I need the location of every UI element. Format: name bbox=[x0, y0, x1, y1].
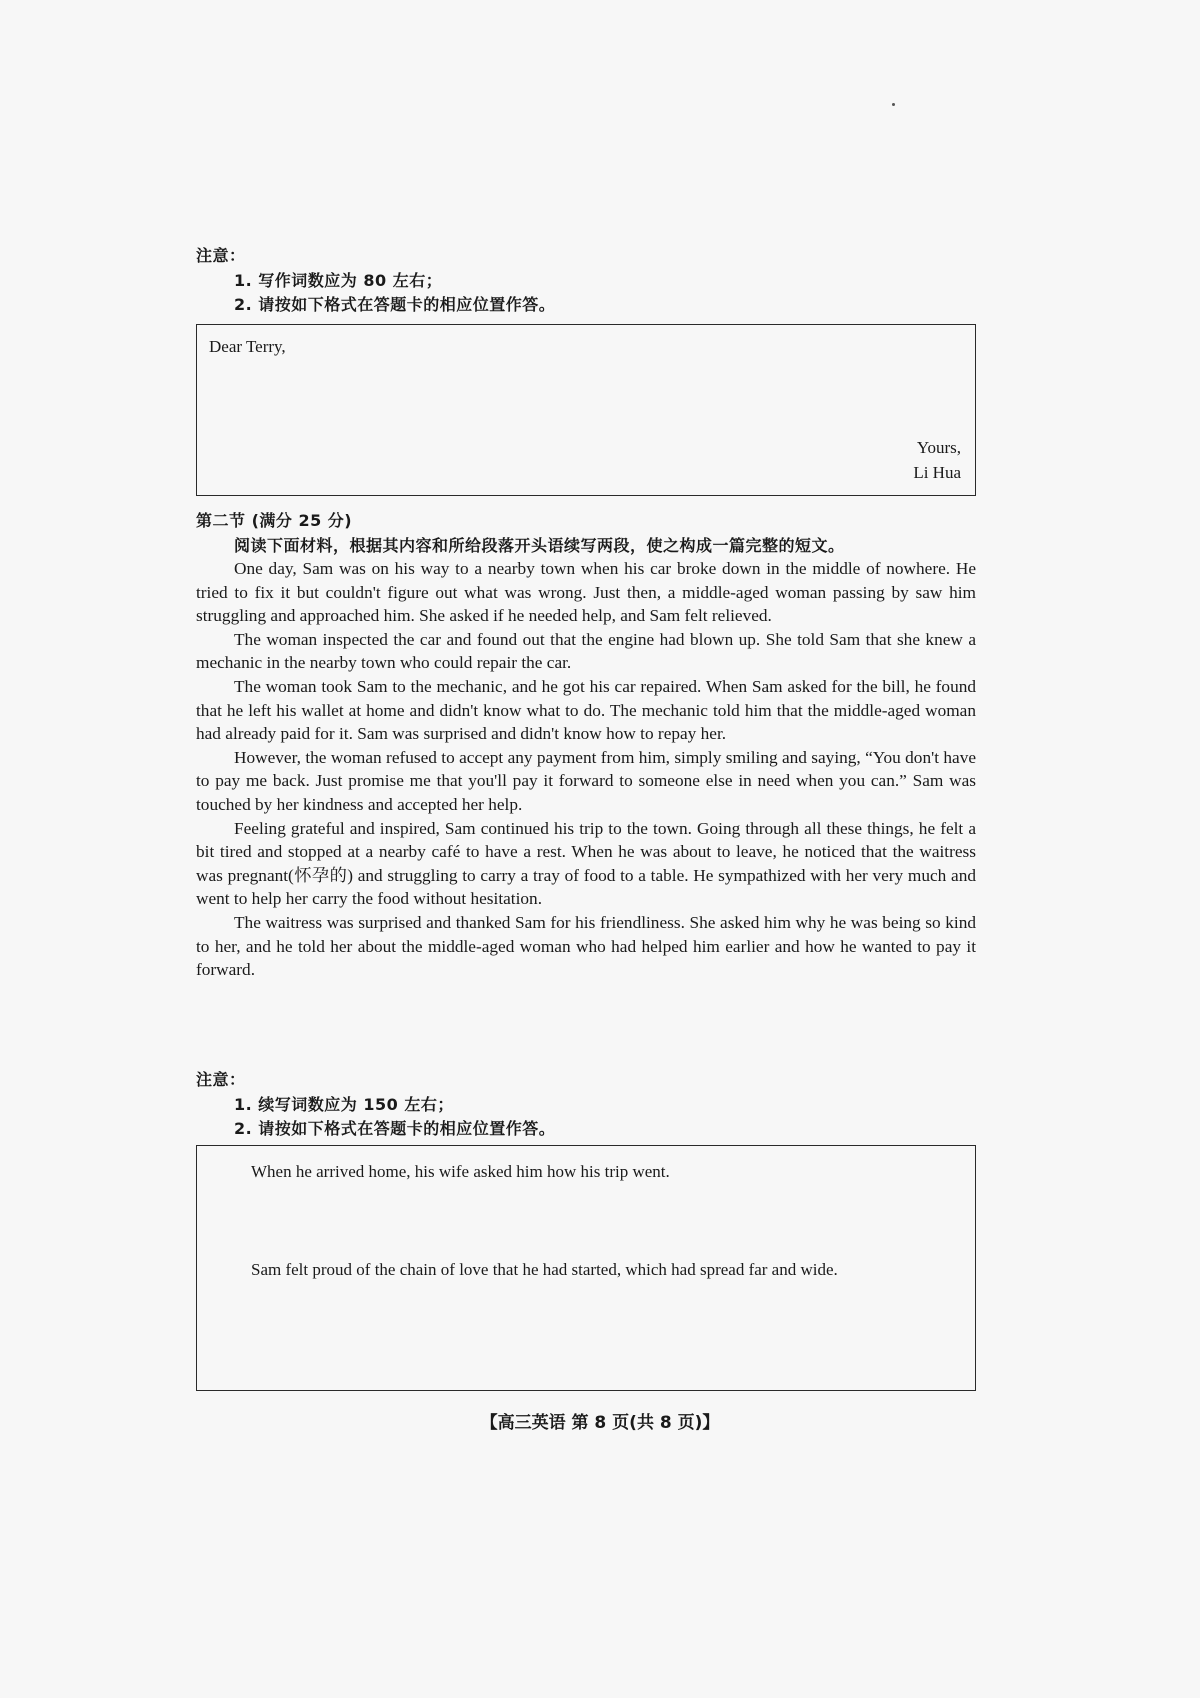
continuation-notes-title: 注意： bbox=[196, 1070, 246, 1089]
passage-paragraph-6: The waitress was surprised and thanked Sam for his friendliness. She asked him why he was being so kind to her, and he told her about the middle-aged woman who had helped him earlier and how he wanted to pay it forward. bbox=[196, 912, 976, 980]
page-footer: 【高三英语 第 8 页(共 8 页)】 bbox=[480, 1413, 720, 1433]
letter-signature: Li Hua bbox=[913, 463, 961, 482]
reading-passage bbox=[196, 557, 976, 982]
continuation-note-1: 1. 续写词数应为 150 左右； bbox=[234, 1095, 454, 1114]
continuation-note-2: 2. 请按如下格式在答题卡的相应位置作答。 bbox=[234, 1119, 556, 1138]
section-title: 第二节 (满分 25 分) bbox=[196, 511, 353, 530]
passage-paragraph-5: Feeling grateful and inspired, Sam continued his trip to the town. Going through all these things, he felt a bit tired and stopped at a nearby café to have a rest. When he was about to leave, he noticed that the waitress was pregnant(怀孕的) and struggling to carry a tray of food to a table. He sympathized with her very much and went to help her carry the food without hesitation. bbox=[196, 818, 976, 909]
letter-answer-box bbox=[196, 324, 976, 496]
section-instruction: 阅读下面材料，根据其内容和所给段落开头语续写两段，使之构成一篇完整的短文。 bbox=[234, 536, 845, 555]
letter-greeting: Dear Terry, bbox=[209, 337, 286, 356]
continuation-opening-2: Sam felt proud of the chain of love that he had started, which had spread far and wide. bbox=[251, 1260, 838, 1279]
passage-paragraph-3: The woman took Sam to the mechanic, and he got his car repaired. When Sam asked for the bill, he found that he left his wallet at home and didn't know what to do. The mechanic told him that the middle-aged woman had already paid for it. Sam was surprised and didn't know how to repay her. bbox=[196, 676, 976, 744]
writing-note-2: 2. 请按如下格式在答题卡的相应位置作答。 bbox=[234, 295, 556, 314]
writing-note-1: 1. 写作词数应为 80 左右； bbox=[234, 271, 443, 290]
continuation-answer-box bbox=[196, 1145, 976, 1391]
writing-notes-title: 注意： bbox=[196, 246, 246, 265]
passage-paragraph-2: The woman inspected the car and found out that the engine had blown up. She told Sam that she knew a mechanic in the nearby town who could repair the car. bbox=[196, 629, 976, 673]
passage-paragraph-1: One day, Sam was on his way to a nearby town when his car broke down in the middle of nowhere. He tried to fix it but couldn't figure out what was wrong. Just then, a middle-aged woman passing by saw him struggling and approached him. She asked if he needed help, and Sam felt relieved. bbox=[196, 559, 976, 626]
letter-closing: Yours, bbox=[916, 438, 961, 457]
passage-paragraph-4: However, the woman refused to accept any payment from him, simply smiling and saying, “You don't have to pay me back. Just promise me that you'll pay it forward to someone else in need when you can.” Sam was touched by her kindness and accepted her help. bbox=[196, 747, 976, 814]
scan-speck bbox=[892, 103, 895, 106]
continuation-opening-1: When he arrived home, his wife asked him how his trip went. bbox=[251, 1162, 670, 1181]
